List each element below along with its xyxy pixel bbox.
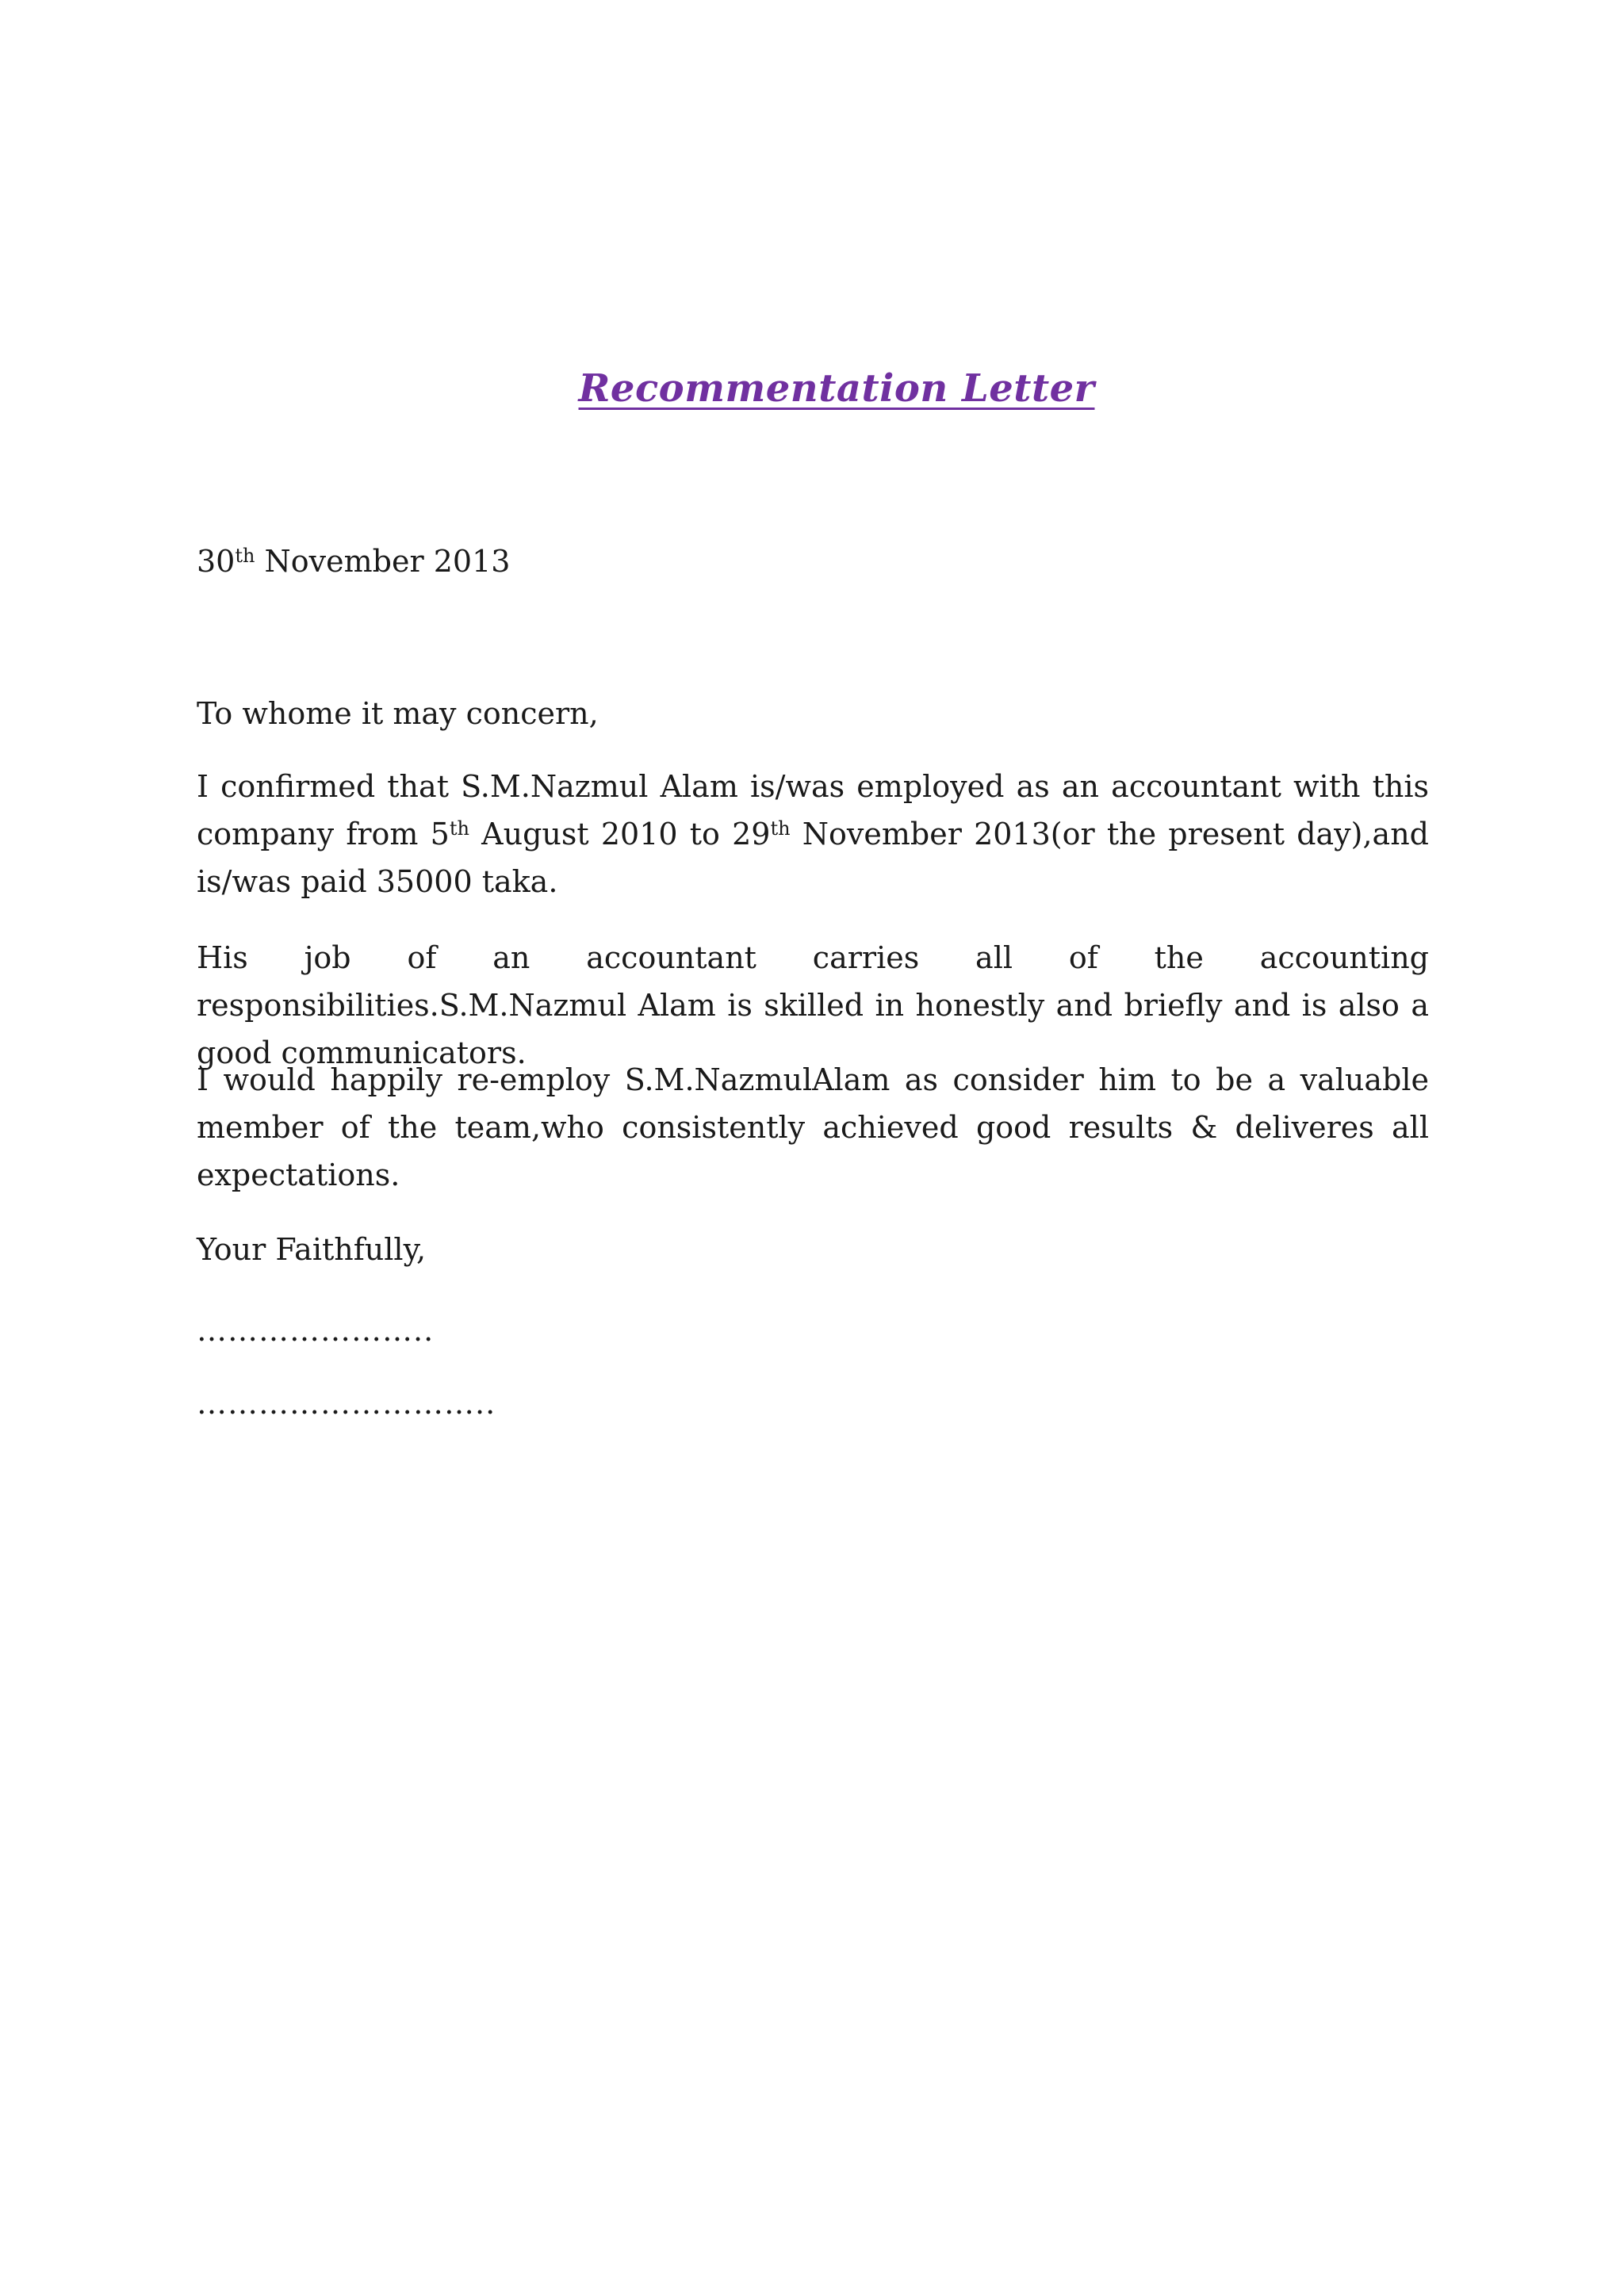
letter-title: Recommentation Letter: [578, 366, 1095, 411]
closing: Your Faithfully,: [197, 1232, 427, 1267]
paragraph-responsibilities: His job of an accountant carries all of the accounting responsibilities.S.M.Nazmul Alam is skilled in honestly and briefly and is also a good communicators.: [197, 940, 1429, 1070]
paragraph-employment-part-2: August 2010 to 29: [469, 817, 771, 851]
signature-line-1: …………………..: [197, 1313, 435, 1348]
paragraph-employment: [197, 763, 1429, 905]
letter-date: [197, 538, 1429, 585]
date-day: 30: [197, 544, 236, 579]
paragraph-employment-part-3: November 2013(or the present day),and is/was paid 35000 taka.: [197, 817, 1430, 899]
end-day-suffix: th: [770, 817, 791, 840]
date-month-year: November 2013: [255, 544, 511, 579]
salutation: To whome it may concern,: [197, 696, 599, 731]
start-day-suffix: th: [449, 817, 469, 840]
signature-line-2: ………………………..: [197, 1386, 496, 1421]
paragraph-recommendation: I would happily re-employ S.M.NazmulAlam as consider him to be a valuable member of the team,who consistently achieved good results & deliveres all expectations.: [197, 1062, 1429, 1192]
date-day-suffix: th: [235, 545, 255, 567]
paragraph-employment-part-1: I confirmed that S.M.Nazmul Alam is/was employed as an accountant with this company from 5: [197, 769, 1429, 851]
